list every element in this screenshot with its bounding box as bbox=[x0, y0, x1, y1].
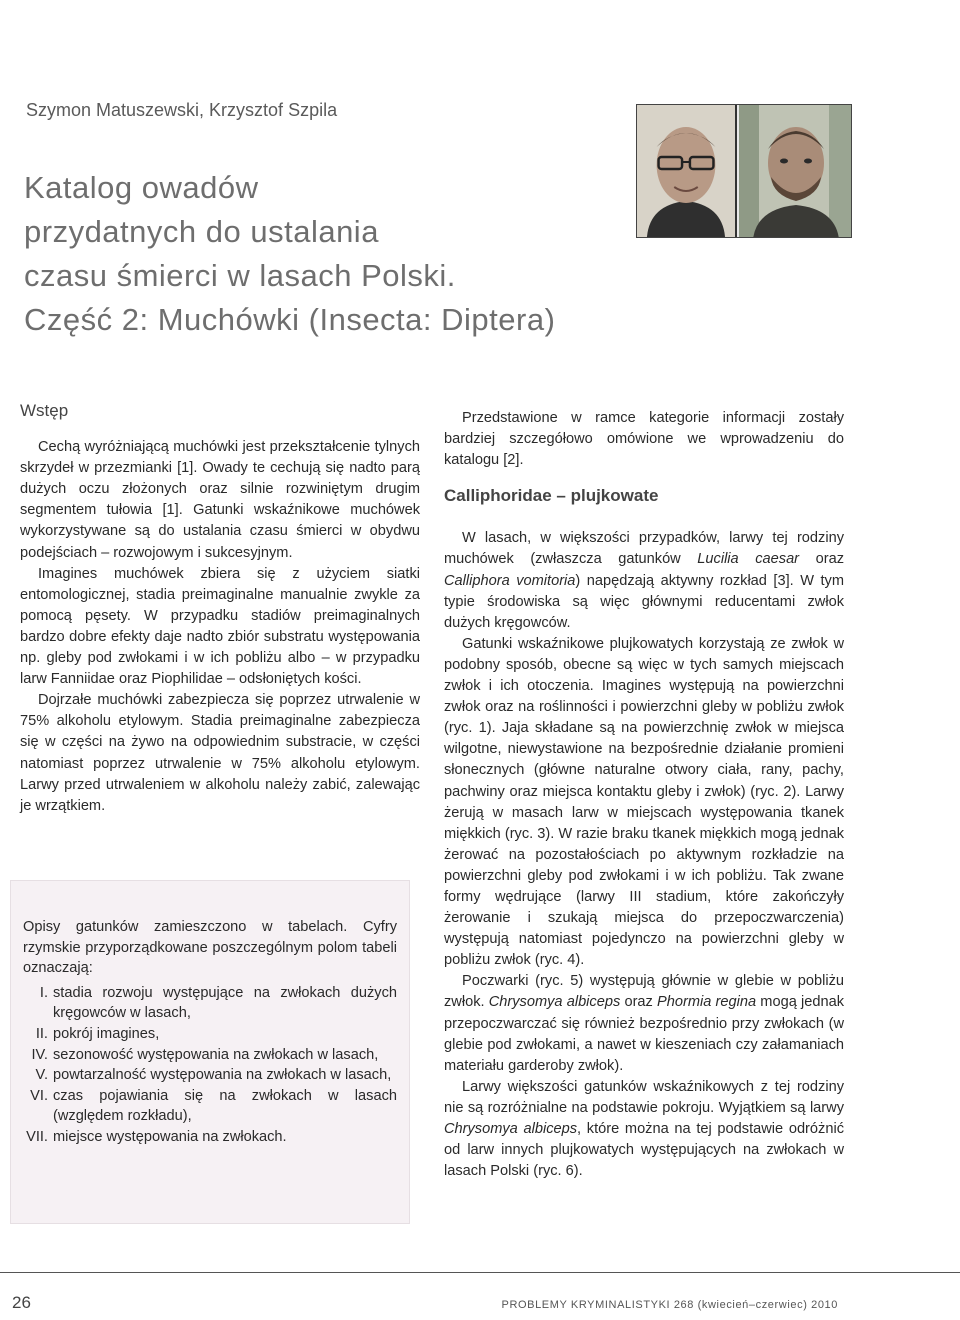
paragraph bbox=[444, 1077, 844, 1182]
list-item bbox=[23, 1127, 397, 1148]
info-box-intro: Opisy gatunków zamieszczono w tabelach. Cyfry rzymskie przyporządkowane poszczególnym polom tabeli oznaczają: bbox=[23, 919, 397, 977]
text-run: , które można na tej podstawie odróżnić od larw innych plujkowatych występujących na zwłokach w lasach Polski (ryc. 6). bbox=[444, 1121, 844, 1180]
list-item-number: VII. bbox=[26, 1128, 48, 1145]
list-item-text: miejsce występowania na zwłokach. bbox=[53, 1128, 287, 1145]
list-item-text: powtarzalność występowania na zwłokach w lasach, bbox=[53, 1067, 392, 1084]
page-number: 26 bbox=[12, 1293, 31, 1312]
species-name: Chrysomya albiceps bbox=[488, 994, 621, 1011]
title-line: Katalog owadów bbox=[24, 170, 259, 205]
paragraph: Przedstawione w ramce kategorie informacji zostały bardziej szczegółowo omówione we wprowadzeniu do katalogu [2]. bbox=[444, 410, 844, 469]
species-name: Calliphora vomitoria bbox=[444, 572, 576, 589]
species-name: Chrysomya albiceps bbox=[444, 1121, 578, 1137]
list-item-number: I. bbox=[39, 984, 48, 1001]
list-item-number: VI. bbox=[30, 1087, 48, 1104]
list-item bbox=[23, 983, 397, 1024]
paragraph: Gatunki wskaźnikowe plujkowatych korzystają ze zwłok w podobny sposób, obecne są więc w tych samych miejscach zwłok i ich otoczenia. Imagines występują na powierzchni zwłok oraz na roślinności i powierzchni gleby w pobliżu zwłok (ryc. 1). Jaja składane są na powierzchnię zwłok w miejsca wilgotne, niewystawione na bezpośrednie działanie promieni słonecznych (główne naturalne otwory ciała, rany, pachy, pachwiny oraz miejsca kontaktu gleby i zwłok) (ryc. 2). Larwy żerują w masach larw w miejscach występowania tkanek miękkich (ryc. 3). W razie braku tkanek miękkich mogą jednak żerować na pozostałościach po aktywnym rozkładzie na powierzchni gleby pod zwłokami i w ich pobliżu. Tak zwane formy wędrujące (larwy III stadium, które zakończyły żerowanie i szukają miejsca do przepoczwarczenia) występują natomiast pojedynczo na powierzchni gleby w pobliżu zwłok (ryc. 4). bbox=[444, 635, 844, 969]
paragraph bbox=[444, 528, 844, 633]
footer-rule bbox=[0, 1272, 960, 1273]
info-box-list bbox=[23, 983, 397, 1148]
list-item bbox=[23, 1065, 397, 1086]
author-photo-2 bbox=[739, 105, 852, 238]
list-item bbox=[23, 1045, 397, 1066]
text-run: Poczwarki (ryc. 5) występują głównie w glebie w pobliżu zwłok. bbox=[444, 973, 844, 1011]
text-run: Larwy większości gatunków wskaźnikowych z tej rodziny nie są rozróżnialne na podstawie pokroju. Wyjątkiem są larwy bbox=[444, 1078, 844, 1116]
journal-footer: PROBLEMY KRYMINALISTYKI 268 (kwiecień–czerwiec) 2010 bbox=[501, 1299, 838, 1311]
title-line: Część 2: Muchówki (Insecta: Diptera) bbox=[24, 302, 556, 337]
info-box bbox=[10, 880, 410, 1224]
title-line: czasu śmierci w lasach Polski. bbox=[24, 258, 456, 293]
left-column bbox=[20, 400, 420, 817]
paragraph: Imagines muchówek zbiera się z użyciem siatki entomologicznej, stadia preimaginalne manualnie zwykle za pomocą pęsety. W przypadku stadiów preimaginalnych bardzo dobre efekty daje nadto zbiór substratu występowania np. gleby pod zwłokami i w ich pobliżu albo – w przypadku larw Fanniidae oraz Piophilidae – odsłoniętych kości. bbox=[20, 565, 420, 688]
section-heading-calliphoridae: Calliphoridae – plujkowate bbox=[444, 486, 659, 506]
paragraph bbox=[444, 971, 844, 1076]
paragraph: Cechą wyróżniającą muchówki jest przekształcenie tylnych skrzydeł w przezmianki [1]. Owady te cechują się nadto parą dużych oczu złożonych oraz silnie rozwiniętym drugim segmentem tułowia [1]. Gatunki wskaźnikowe muchówek wykorzystywane są do ustalania czasu śmierci w obydwu podejściach – rozwojowym i sukcesyjnym. bbox=[20, 439, 420, 561]
list-item bbox=[23, 1024, 397, 1045]
list-item-number: II. bbox=[35, 1025, 48, 1042]
list-item bbox=[23, 1086, 397, 1127]
article-title bbox=[24, 166, 644, 342]
title-line: przydatnych do ustalania bbox=[24, 214, 379, 249]
list-item-text: pokrój imagines, bbox=[53, 1025, 160, 1042]
text-run: oraz bbox=[799, 551, 845, 568]
species-name: Phormia regina bbox=[657, 994, 757, 1011]
authors-line: Szymon Matuszewski, Krzysztof Szpila bbox=[26, 100, 338, 120]
list-item-text: sezonowość występowania na zwłokach w lasach, bbox=[53, 1046, 379, 1063]
list-item-number: IV. bbox=[31, 1046, 48, 1063]
right-column bbox=[444, 408, 844, 1182]
section-heading-wstep: Wstęp bbox=[20, 401, 69, 420]
text-run: ) napędzają aktywny rozkład [3]. W tym typie środowiska są więc głównymi reducentami zwłok dużych kręgowców. bbox=[444, 572, 844, 631]
text-run: mogą jednak przepoczwarczać się również bezpośrednio przy zwłokach (w glebie pod zwłokami, a nawet w kieszeniach czy załamaniach materiału garderoby zwłok). bbox=[444, 994, 844, 1074]
text-run: W lasach, w większości przypadków, larwy tej rodziny muchówek (zwłaszcza gatunków bbox=[444, 530, 844, 568]
author-photos bbox=[636, 104, 852, 238]
text-run: oraz bbox=[620, 994, 658, 1011]
author-photo-1 bbox=[637, 105, 737, 238]
species-name: Lucilia caesar bbox=[697, 551, 800, 568]
list-item-text: stadia rozwoju występujące na zwłokach dużych kręgowców w lasach, bbox=[53, 984, 397, 1022]
list-item-text: czas pojawiania się na zwłokach w lasach (względem rozkładu), bbox=[53, 1087, 397, 1125]
list-item-number: V. bbox=[35, 1067, 48, 1084]
paragraph: Dojrzałe muchówki zabezpiecza się poprzez utrwalenie w 75% alkoholu etylowym. Stadia preimaginalne zabezpiecza się w części na żywo na odpowiednim substracie, w części natomiast poprzez utrwalenie w 75% alkoholu etylowym. Larwy przed utrwaleniem w alkoholu należy zabić, zalewając je wrzątkiem. bbox=[20, 692, 420, 814]
